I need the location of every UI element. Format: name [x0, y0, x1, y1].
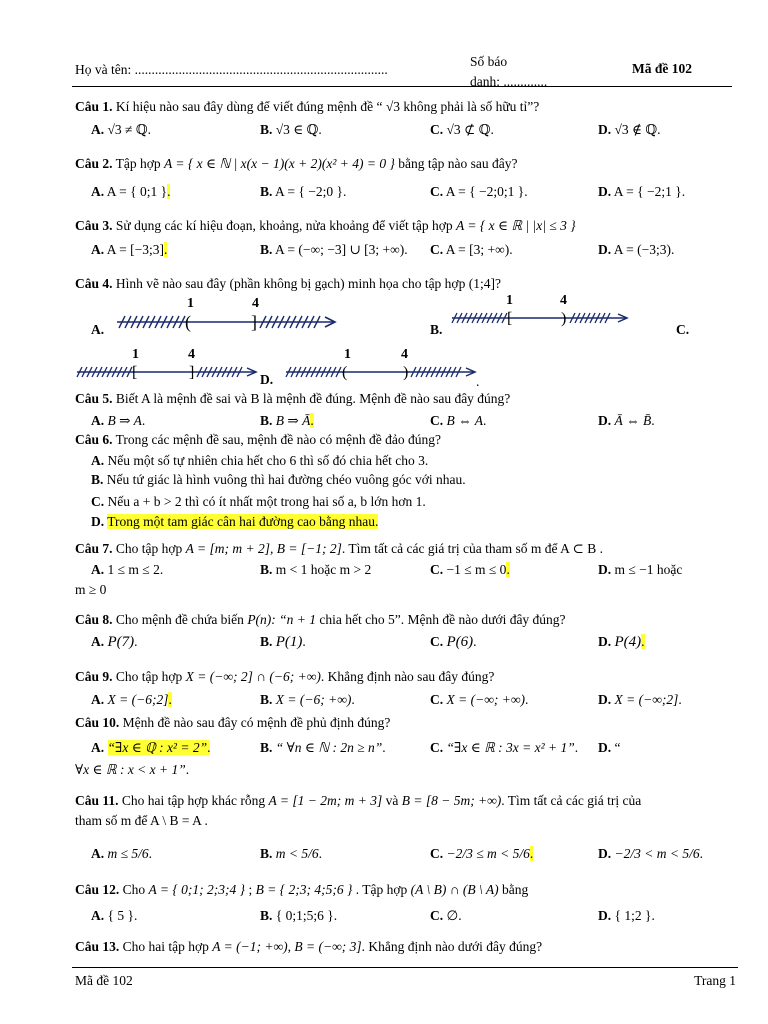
q11-option-c: C. −2/3 ≤ m < 5/6.	[430, 846, 534, 861]
q1-option-c: C. √3 ⊄ ℚ.	[430, 122, 494, 137]
tick-label-1: 1	[187, 296, 194, 311]
question-2: Câu 2. Tập hợp A = { x ∈ ℕ | x(x − 1)(x + 2)(x² + 4) = 0 } bằng tập nào sau đây?	[75, 156, 518, 171]
q4-numberline-c	[75, 344, 260, 384]
q4-option-d: D.	[260, 372, 274, 387]
svg-text:4: 4	[188, 347, 195, 362]
question-12: Câu 12. Cho A = { 0;1; 2;3;4 } ; B = { 2;3; 4;5;6 } . Tập hợp (A \ B) ∩ (B \ A) bằng	[75, 882, 529, 897]
q6-option-b: B. Nếu tứ giác là hình vuông thì hai đường chéo vuông góc với nhau.	[91, 472, 466, 487]
q8-option-a: A. P(7).	[91, 634, 138, 650]
question-3: Câu 3. Sử dụng các kí hiệu đoạn, khoảng, nửa khoảng để viết tập hợp A = { x ∈ ℝ | |x| ≤ 3 }	[75, 218, 576, 233]
svg-text:1: 1	[132, 347, 139, 362]
question-6: Câu 6. Trong các mệnh đề sau, mệnh đề nào có mệnh đề đảo đúng?	[75, 432, 441, 447]
footer-rule	[72, 967, 738, 968]
q1-option-b: B. √3 ∈ ℚ.	[260, 122, 322, 137]
svg-text:4: 4	[401, 347, 408, 362]
q4-option-c: C.	[676, 322, 690, 337]
footer-exam-code: Mã đề 102	[75, 973, 133, 988]
svg-text:(: (	[342, 364, 348, 381]
question-11: Câu 11. Cho hai tập hợp khác rỗng A = [1 − 2m; m + 3] và B = [8 − 5m; +∞). Tìm tất cả các giá trị của	[75, 793, 642, 808]
sbd-line-2: danh: .............	[470, 74, 548, 89]
q5-option-a: A. B ⇒ A.	[91, 413, 146, 428]
question-4: Câu 4. Hình vẽ nào sau đây (phần không bị gạch) minh họa cho tập hợp (1;4]?	[75, 276, 501, 291]
tick-label-4: 4	[252, 296, 259, 311]
exam-code: Mã đề 102	[632, 61, 692, 76]
q5-option-c: C. B ⇔ A.	[430, 413, 487, 428]
q2-option-d: D. A = { −2;1 }.	[598, 184, 686, 199]
q7-option-d-cont: m ≥ 0	[75, 582, 107, 597]
q2-option-b: B. A = { −2;0 }.	[260, 184, 347, 199]
q7-option-c: C. −1 ≤ m ≤ 0.	[430, 562, 510, 577]
header-rule	[72, 86, 732, 87]
q11-option-a: A. m ≤ 5/6.	[91, 846, 153, 861]
question-10: Câu 10. Mệnh đề nào sau đây có mệnh đề phủ định đúng?	[75, 715, 391, 730]
q1-option-a: A. √3 ≠ ℚ.	[91, 122, 151, 137]
q9-option-d: D. X = (−∞;2].	[598, 692, 682, 707]
question-8: Câu 8. Cho mệnh đề chứa biến P(n): “n + 1 chia hết cho 5”. Mệnh đề nào dưới đây đúng?	[75, 612, 566, 627]
question-9: Câu 9. Cho tập hợp X = (−∞; 2] ∩ (−6; +∞). Khẳng định nào sau đây đúng?	[75, 669, 495, 684]
q3-option-d: D. A = (−3;3).	[598, 242, 675, 257]
q4-option-b: B.	[430, 322, 443, 337]
q10-option-b: B. “ ∀n ∈ ℕ : 2n ≥ n”.	[260, 740, 386, 755]
q4-numberline-a	[115, 292, 340, 340]
q6-option-c: C. Nếu a + b > 2 thì có ít nhất một trong hai số a, b lớn hơn 1.	[91, 494, 426, 509]
svg-text:1: 1	[344, 347, 351, 362]
question-1	[75, 99, 539, 115]
q2-option-c: C. A = { −2;0;1 }.	[430, 184, 528, 199]
svg-text:4: 4	[560, 293, 567, 308]
q5-option-d: D. Ā ⇔ B̄.	[598, 413, 655, 428]
q9-option-b: B. X = (−6; +∞).	[260, 692, 355, 707]
q3-option-b: B. A = (−∞; −3] ∪ [3; +∞).	[260, 242, 408, 257]
question-13: Câu 13. Cho hai tập hợp A = (−1; +∞), B = (−∞; 3]. Khẳng định nào dưới đây đúng?	[75, 939, 543, 954]
svg-text:]: ]	[189, 364, 195, 381]
question-number: Câu 1.	[75, 99, 113, 114]
svg-text:[: [	[507, 310, 513, 327]
q4-numberline-b	[450, 290, 630, 330]
q9-option-a: A. X = (−6;2].	[91, 692, 172, 707]
footer-page-number: Trang 1	[694, 973, 736, 988]
question-text: Kí hiệu nào sau đây dùng để viết đúng mệnh đề “ √3 không phải là số hữu tỉ”?	[112, 99, 540, 114]
q9-option-c: C. X = (−∞; +∞).	[430, 692, 529, 707]
question-5: Câu 5. Biết A là mệnh đề sai và B là mệnh đề đúng. Mệnh đề nào sau đây đúng?	[75, 391, 511, 406]
q11-option-b: B. m < 5/6.	[260, 846, 323, 861]
q4-numberline-d	[284, 344, 479, 384]
q5-option-b: B. B ⇒ Ā.	[260, 413, 314, 428]
q4-option-a: A.	[91, 322, 105, 337]
q3-option-c: C. A = [3; +∞).	[430, 242, 513, 257]
q12-option-a: A. { 5 }.	[91, 908, 138, 923]
q11-option-d: D. −2/3 < m < 5/6.	[598, 846, 703, 861]
q6-option-d: D. Trong một tam giác cân hai đường cao bằng nhau.	[91, 514, 379, 529]
q8-option-d: D. P(4).	[598, 634, 645, 650]
q1-option-d: D. √3 ∉ ℚ.	[598, 122, 661, 137]
svg-text:(: (	[185, 312, 191, 332]
svg-text:): )	[561, 310, 567, 327]
svg-text:[: [	[132, 364, 138, 381]
q3-option-a: A. A = [−3;3].	[91, 242, 168, 257]
q10-option-d-cont: ∀x ∈ ℝ : x < x + 1”.	[75, 762, 190, 777]
student-name-field: Họ và tên: ...........................................................................	[75, 62, 388, 77]
svg-text:1: 1	[506, 293, 513, 308]
q12-option-d: D. { 1;2 }.	[598, 908, 655, 923]
sbd-line-1: Số báo	[470, 54, 508, 69]
q10-option-c: C. “∃x ∈ ℝ : 3x = x² + 1”.	[430, 740, 579, 755]
q10-option-a: A. “∃x ∈ ℚ : x² = 2”.	[91, 740, 211, 755]
q10-option-d: D. “	[598, 740, 621, 755]
q6-option-a: A. Nếu một số tự nhiên chia hết cho 6 thì số đó chia hết cho 3.	[91, 453, 429, 468]
exam-page: Họ và tên: ........................................................................... Số báo danh: ............. Mã đề 102 Câu 1. Kí hiệu nào sau đây dùng để viết đúng mệnh đề “ √3 không phải là số hữu tỉ”? A. √3 ≠ ℚ. B. √3 ∈ ℚ. C. √3 ⊄ ℚ. D. √3 ∉ ℚ. Câu 2. Tập hợp A = { x ∈ ℕ | x(x − 1)(x + 2)(x² + 4) = 0 } bằng tập nào sau đây? A. A = { 0;1 }. B. A = { −2;0 }. C. A = { −2;0;1 }. D. A = { −2;1 }. Câu 3. Sử dụng các kí hiệu đoạn, khoảng, nửa khoảng để viết tập hợp A = { x ∈ ℝ | |x| ≤ 3 } A. A = [−3;3]. B. A = (−∞; −3] ∪ [3; +∞). C. A = [3; +∞). D. A = (−3;3). Câu 4. Hình vẽ nào sau đây (phần không bị gạch) minh họa cho tập hợp (1;4]? A. 1 4 ( ] B. 1 4 [ ) C. 1 4 [ ] D. 1 4 ( ) . Câu 5. Biết A là mệnh đề sai và B là mệnh đề đúng. Mệnh đề nào sau đây đúng? A. B ⇒ A. B. B ⇒ Ā. C. B ⇔ A. D. Ā ⇔ B̄. Câu 6. Trong các mệnh đề sau, mệnh đề nào có mệnh đề đảo đúng? A. Nếu một số tự nhiên chia hết cho 6 thì số đó chia hết cho 3. B. Nếu tứ giác là hình vuông thì hai đường chéo vuông góc với nhau. C. Nếu a + b > 2 thì có ít nhất một trong hai số a, b lớn hơn 1. D. Trong một tam giác cân hai đường cao bằng nhau. Câu 7. Cho tập hợp A = [m; m + 2], B = [−1; 2]. Tìm tất cả các giá trị của tham số m để A ⊂ B . A. 1 ≤ m ≤ 2. B. m < 1 hoặc m > 2 C. −1 ≤ m ≤ 0. D. m ≤ −1 hoặc m ≥ 0 Câu 8. Cho mệnh đề chứa biến P(n): “n + 1 chia hết cho 5”. Mệnh đề nào dưới đây đúng? A. P(7). B. P(1). C. P(6). D. P(4). Câu 9. Cho tập hợp X = (−∞; 2] ∩ (−6; +∞). Khẳng định nào sau đây đúng? A. X = (−6;2]. B. X = (−6; +∞). C. X = (−∞; +∞). D. X = (−∞;2]. Câu 10. Mệnh đề nào sau đây có mệnh đề phủ định đúng? A. “∃x ∈ ℚ : x² = 2”. B. “ ∀n ∈ ℕ : 2n ≥ n”. C. “∃x ∈ ℝ : 3x = x² + 1”. D. “ ∀x ∈ ℝ : x < x + 1”. Câu 11. Cho hai tập hợp khác rỗng A = [1 − 2m; m + 3] và B = [8 − 5m; +∞). Tìm tất cả các giá trị của tham số m để A \ B = A . A. m ≤ 5/6. B. m < 5/6. C. −2/3 ≤ m < 5/6. D. −2/3 < m < 5/6. Câu 12. Cho A = { 0;1; 2;3;4 } ; B = { 2;3; 4;5;6 } . Tập hợp (A \ B) ∩ (B \ A) bằng A. { 5 }. B. { 0;1;5;6 }. C. ∅. D. { 1;2 }. Câu 13. Cho hai tập hợp A = (−1; +∞), B = (−∞; 3]. Khẳng định nào dưới đây đúng? Mã đề 102 Trang 1	[0, 0, 768, 1024]
question-7: Câu 7. Cho tập hợp A = [m; m + 2], B = [−1; 2]. Tìm tất cả các giá trị của tham số m để A ⊂ B .	[75, 541, 603, 556]
q7-option-b: B. m < 1 hoặc m > 2	[260, 562, 372, 577]
svg-text:]: ]	[251, 312, 257, 332]
q8-option-b: B. P(1).	[260, 634, 306, 650]
q2-option-a: A. A = { 0;1 }.	[91, 184, 171, 199]
q7-option-d: D. m ≤ −1 hoặc	[598, 562, 683, 577]
q8-option-c: C. P(6).	[430, 634, 477, 650]
svg-text:): )	[403, 364, 409, 381]
question-11-line2: tham số m để A \ B = A .	[75, 813, 208, 828]
q12-option-c: C. ∅.	[430, 908, 462, 923]
q7-option-a: A. 1 ≤ m ≤ 2.	[91, 562, 164, 577]
q12-option-b: B. { 0;1;5;6 }.	[260, 908, 338, 923]
